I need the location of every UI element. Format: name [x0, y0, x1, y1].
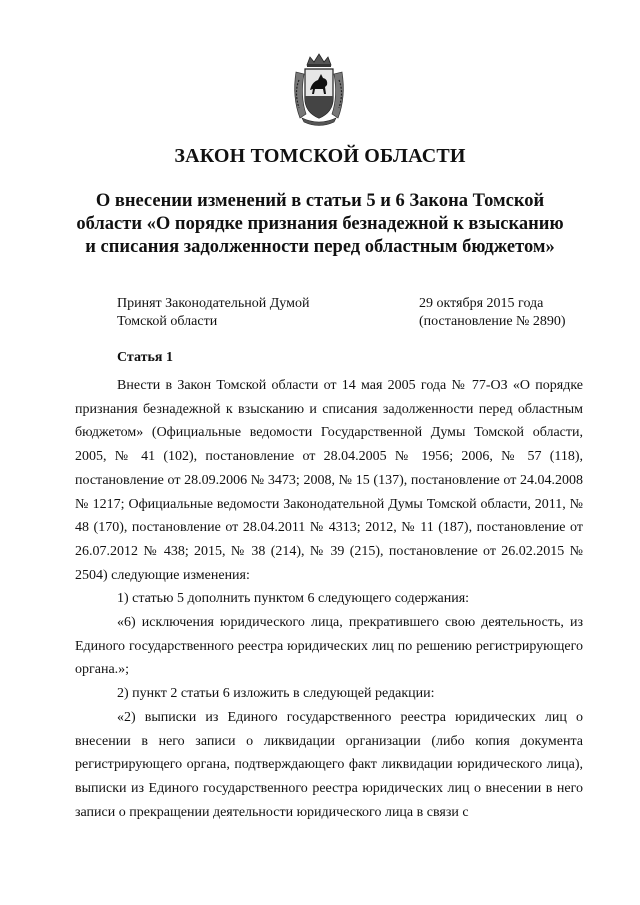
adoption-body-line2: Томской области	[117, 314, 218, 329]
adoption-body-line1: Принят Законодательной Думой	[117, 296, 310, 311]
paragraph: 1) статью 5 дополнить пунктом 6 следующего содержания:	[117, 591, 470, 607]
law-title: ЗАКОН ТОМСКОЙ ОБЛАСТИ	[174, 145, 466, 167]
adoption-date-line: 29 октября 2015 года	[419, 296, 544, 311]
article-body	[75, 374, 583, 824]
law-subtitle: О внесении изменений в статьи 5 и 6 Закона Томской области «О порядке признания безнадежной к взысканию и списания задолженности перед областным бюджетом»	[76, 191, 564, 257]
paragraph: «6) исключения юридического лица, прекратившего свою деятельность, из Единого государственного реестра юридических лиц по решению регистрирующего органа.»;	[75, 615, 583, 678]
article-heading: Статья 1	[117, 350, 173, 365]
paragraph: «2) выписки из Единого государственного реестра юридических лиц о внесении в него записи о ликвидации организации (либо копия документа регистрирующего органа, подтверждающего факт ликвидации юридического лица), выписки из Единого государственного реестра юридических лиц о внесении в него записи о прекращении деятельности юридического лица в связи с	[75, 709, 583, 820]
adoption-body	[117, 295, 309, 331]
adoption-date	[419, 295, 566, 331]
coat-of-arms-icon	[290, 52, 348, 126]
adoption-resolution-line: (постановление № 2890)	[419, 314, 566, 329]
paragraph: Внести в Закон Томской области от 14 мая 2005 года № 77-ОЗ «О порядке признания безнадежной к взысканию и списания задолженности перед областным бюджетом» (Официальные ведомости Государственной Думы Томской области, 2005, № 41 (102), постановление от 28.04.2005 № 1956; 2006, № 57 (118), постановление от 28.09.2006 № 3473; 2008, № 15 (137), постановление от 24.04.2008 № 1217; Официальные ведомости Законодательной Думы Томской области, 2011, № 48 (170), постановление от 28.04.2011 № 4313; 2012, № 11 (187), постановление от 26.07.2012 № 438; 2015, № 38 (214), № 39 (215), постановление от 26.02.2015 № 2504) следующие изменения:	[75, 378, 583, 583]
paragraph: 2) пункт 2 статьи 6 изложить в следующей редакции:	[117, 686, 435, 702]
